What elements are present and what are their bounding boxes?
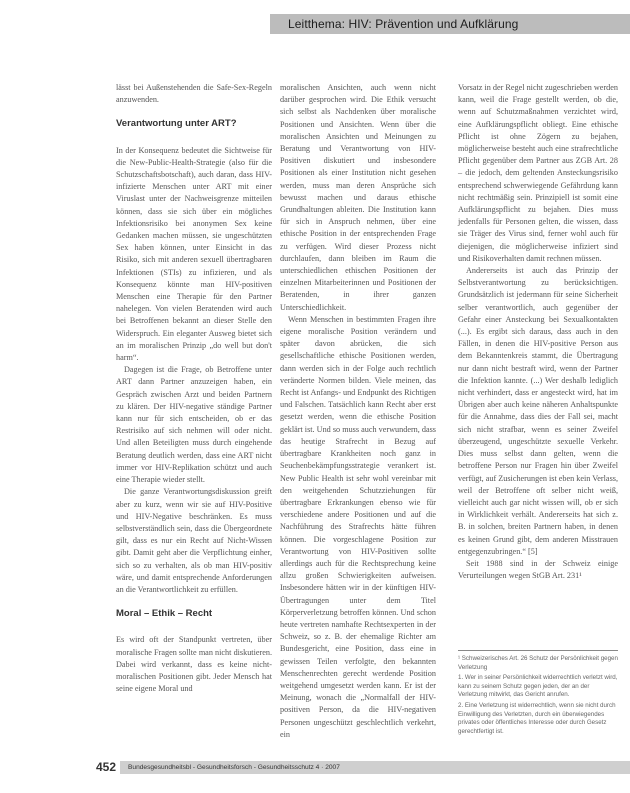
paragraph: Wenn Menschen in bestimmten Fragen ihre eigene moralische Position verändern und später davon abrücken, die sich gesellschaftliche ethische Positionen werden, dann werden sich in der Folge auch rechtlich veränderte Normen bilden. Viele meinen, das Recht ist Anfangs- und Endpunkt des Richtigen und Falschen. Tatsächlich kann Recht aber erst gesetzt werden, wenn die ethische Position geklärt ist. Und so muss auch verwundern, dass das heutige Strafrecht in Bezug auf übertragbare Krankheiten noch ganz in Seuchenbekämpfungsstrategie verankert ist. New Public Health ist sehr wohl vereinbar mit den weitgehenden Schutzziehungen für übertragbare Erkrankungen ebenso wie für verschiedene andere Positionen und auf die Nachführung des Strafrechts hätte führen können. Die vorgeschlagene Position zur Verantwortung von HIV-Positiven sollte allerdings auch für die Rechtsprechung keine allzu großen Schwierigkeiten aufweisen. Insbesondere hätten wir in der künftigen HIV-Übertragungen unter dem Titel Körperverletzung betroffen können. Und schon heute vertreten namhafte Rechtsexperten in der Schweiz, so z. B. der ehemalige Richter am Bundesgericht, eine Position, dass eine in gewissen Teilen verfolgte, den bekannten Menschenrechten gerecht werdende Position weitgehend umgesetzt werden kann. Er ist der Meinung, wonach die „Normalfall der HIV-positiven Person, da die HIV-negativen Personen ungeschützt geschlechtlich verkehrt, ein (280, 314, 436, 739)
page-footer (96, 760, 630, 774)
paragraph: Andererseits ist auch das Prinzip der Selbstverantwortung zu berücksichtigen. Grundsätzlich ist jedermann für seine Sicherheit selber verantwortlich, auch gegenüber der Gefahr einer Ansteckung bei Sexualkontakten (...). Es ergibt sich daraus, dass auch in den Fällen, in denen die HIV-positive Person aus dem Bekanntenkreis stammt, die Übertragung nur dann nicht bestraft wird, wenn der Partner die Infektion kannte. (...) Wer deshalb lediglich nicht verhindert, dass er angesteckt wird, hat im Übrigen aber auch keine näheren Anhaltspunkte für die Annahme, dass dies der Fall sei, macht sich nicht strafbar, wenn es seiner Zweifel überzeugend, ungeschützte sexuelle Verkehr. Dies muss selbst dann gelten, wenn die betroffene Person nur Fragen hin über Zweifel verfügt, auf Zusicherungen ist eben kein Verlass, weil der Betroffene oft selber nicht weiß, vielleicht auch gar nicht wissen will, ob er sich in Wirklichkeit verhält. Andererseits hat sich z. B. in solchen, breiten Partnern haben, in denen es keinen Grund gibt, dem anderen Misstrauen entgegenzubringen.“ [5] (458, 266, 618, 556)
text-column-1 (116, 82, 272, 695)
running-header: Leitthema: HIV: Prävention und Aufklärung (288, 17, 519, 31)
paragraph: Die ganze Verantwortungsdiskussion greift aber zu kurz, wenn wir sie auf HIV-Positive und HIV-Negative beschränken. Es muss selbstverständlich sein, dass die Übergeordnete gilt, dass es nur ein Recht auf Nicht-Wissen gibt. Damit geht aber die Verpflichtung einher, sich so zu verhalten, als ob man HIV-positiv wäre, und damit entsprechende Anforderungen an die Verantwortlichkeit zu erfüllen. (116, 487, 272, 594)
paragraph: Dagegen ist die Frage, ob Betroffene unter ART dann Partner anzuzeigen haben, ein Gespräch zwischen Arzt und beiden Partnern zu klären. Der HIV-negative ständige Partner kann nur für sich entscheiden, ob er das Restrisiko auf sich nehmen will oder nicht. Und allen Beteiligten muss durch eingehende Beratung deutlich werden, dass eine ART nicht immer vor HIV-Replikation schützt und auch eine Therapie wieder stellt. (116, 365, 272, 485)
journal-citation: Bundesgesundheitsbl - Gesundheitsforsch - Gesundheitsschutz 4 · 2007 (128, 764, 340, 771)
text-column-3 (458, 82, 618, 582)
footnote: 1. Wer in seiner Persönlichkeit widerrechtlich verletzt wird, kann zu seinem Schutz gegen jeden, der an der Verletzung mitwirkt, das Gericht anrufen. (458, 674, 618, 699)
paragraph: Es wird oft der Standpunkt vertreten, über moralische Fragen sollte man nicht diskutieren. Dabei wird verkannt, dass es keine nicht-moralischen Positionen gibt. Jeder Mensch hat seine eigene Moral und (116, 635, 272, 694)
page-number: 452 (96, 760, 117, 774)
footnote: ¹ Schweizerisches Art. 26 Schutz der Persönlichkeit gegen Verletzung (458, 655, 618, 671)
footnotes (458, 650, 618, 738)
text-column-2 (280, 82, 436, 741)
paragraph: Vorsatz in der Regel nicht zugeschrieben werden kann, weil die Frage gestellt werden, ob die, wenn auf Schutzmaßnahmen verzichtet wird, eine Aufklärungspflicht obliegt. Eine ethische Pflicht ist ohne Zögern zu bejahen, möglicherweise besteht auch eine strafrechtliche Pflicht gegenüber dem Partner aus ZGB Art. 28 – die jedoch, dem geltenden Ansteckungsrisiko entsprechend schwerwiegende Gefährdung kann nicht rechtmäßig sein. Prinzipiell ist somit eine Aufklärungspflicht zu bejahen. Dies muss jedenfalls für Personen gelten, die wissen, dass sie Träger des Virus sind, ferner wohl auch für diejenigen, die möglicherweise infiziert sind und Risikoverhalten damit rechnen müssen. (458, 83, 618, 263)
footnote: 2. Eine Verletzung ist widerrechtlich, wenn sie nicht durch Einwilligung des Verletzten, durch ein überwiegendes privates oder öffentliches Interesse oder durch Gesetz gerechtfertigt ist. (458, 701, 616, 735)
section-heading: Verantwortung unter ART? (116, 118, 237, 130)
paragraph: In der Konsequenz bedeutet die Sichtweise für die New-Public-Health-Strategie (also für die Schutzschaftsbotschaft), auch daran, dass HIV-infizierte Menschen unter ART mit einer Viruslast unter der Nachweisgrenze mitteilen können, dass sie sich über ein mögliches Infektionsrisiko bei anonymen Sex keine Gedanken machen müssen, sie ungeschützten Sex haben können, unter Einsicht in das Risiko, sich mit anderen sexuell übertragbaren Infektionen (STIs) zu infizieren, und als Konsequenz könnte man HIV-positiven Menschen eine Therapie für den Partner nahelegen. Von vielen Beratenden wird auch bei Betroffenen bekannt an dieser Stelle den Widerspruch. Ein eleganter Ausweg bietet sich an im moralischen Prinzip „do well but don't harm“. (116, 145, 272, 363)
section-heading: Moral – Ethik – Recht (116, 608, 213, 620)
paragraph: lässt bei Außenstehenden die Safe-Sex-Regeln anzuwenden. (116, 83, 272, 105)
paragraph: moralischen Ansichten, auch wenn nicht darüber gesprochen wird. Die Ethik versucht sich selbst als Nachdenken über moralische Positionen und Ansichten. Wenn über die moralischen Ansichten und Meinungen zu Beratung und Verantwortung von HIV-Positiven diskutiert und insbesondere Positionen als einer Institution nicht gesehen werden, muss man deren Ansprüche sich bewusst machen und daraus ethische Grundhaltungen ableiten. Die Institution kann für sich in Anspruch nehmen, über eine ethische Position in der entsprechenden Frage zu verfügen. Wird dieser Prozess nicht durchlaufen, dann bleiben im Raum die unterschiedlichen ethischen Positionen der einzelnen Mitarbeiterinnen und Positionen der Beratenden, in ihrer ganzen Unterschiedlichkeit. (280, 83, 436, 312)
paragraph: Seit 1988 sind in der Schweiz einige Verurteilungen wegen StGB Art. 231¹ (458, 558, 618, 581)
